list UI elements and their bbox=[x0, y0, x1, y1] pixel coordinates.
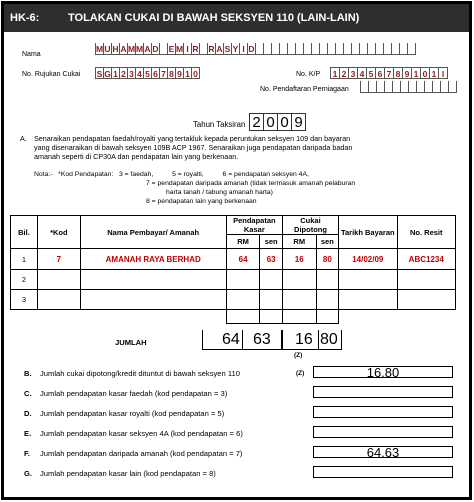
summary-row bbox=[24, 409, 224, 418]
summary-row bbox=[24, 469, 216, 478]
row-nama[interactable] bbox=[80, 290, 226, 310]
char-box: G bbox=[104, 69, 111, 79]
row-cukai-sen[interactable] bbox=[316, 290, 338, 310]
char-box: R bbox=[208, 44, 215, 54]
char-box: Y bbox=[232, 44, 239, 54]
header-cukai-sen: sen bbox=[316, 235, 338, 249]
header-kasar-rm: RM bbox=[226, 235, 260, 249]
char-box: 2 bbox=[340, 67, 349, 79]
summary-text: Jumlah pendapatan daripada amanah (kod pendapatan = 7) bbox=[40, 449, 243, 458]
summary-letter: D. bbox=[24, 409, 32, 418]
row-bil: 1 bbox=[11, 249, 38, 270]
char-box bbox=[320, 43, 328, 55]
char-box bbox=[408, 43, 416, 55]
char-box: 4 bbox=[358, 67, 367, 79]
char-box: 4 bbox=[136, 67, 144, 79]
row-cukai-sen[interactable]: 80 bbox=[316, 249, 338, 270]
char-box bbox=[352, 43, 360, 55]
section-a-text-2: yang disenaraikan di bawah seksyen 109B ACP 1967. Senaraikan juga pendapatan daripada badan bbox=[34, 143, 353, 152]
summary-letter: C. bbox=[24, 389, 32, 398]
row-cukai-rm[interactable]: 16 bbox=[282, 249, 316, 270]
char-box bbox=[376, 43, 384, 55]
summary-letter: E. bbox=[24, 429, 32, 438]
char-box bbox=[433, 81, 441, 93]
char-box: 1 bbox=[112, 67, 120, 79]
nama-field[interactable] bbox=[95, 43, 416, 55]
char-box bbox=[368, 43, 376, 55]
kp-field[interactable] bbox=[330, 67, 448, 79]
jumlah-kasar-rm: 64 bbox=[222, 331, 240, 348]
char-box bbox=[400, 43, 408, 55]
char-box: D bbox=[152, 44, 159, 54]
row-cukai-sen[interactable] bbox=[316, 270, 338, 290]
form-code: HK-6: bbox=[10, 12, 40, 24]
row-kasar-rm[interactable] bbox=[226, 270, 260, 290]
summary-row bbox=[24, 449, 242, 458]
row-kod[interactable] bbox=[37, 290, 80, 310]
jumlah-cukai-rm: 16 bbox=[295, 331, 313, 348]
header-cukai-rm: RM bbox=[282, 235, 316, 249]
rujukan-field[interactable] bbox=[95, 67, 200, 79]
section-a-text-3: amanah seperti di CP30A dan pendapatan lain yang berkenaan. bbox=[34, 152, 239, 161]
summary-z-marker: (Z) bbox=[296, 370, 305, 377]
char-box: l bbox=[439, 67, 448, 79]
char-box bbox=[449, 81, 457, 93]
char-box bbox=[417, 81, 425, 93]
char-box bbox=[425, 81, 433, 93]
row-resit[interactable] bbox=[397, 290, 456, 310]
summary-letter: F. bbox=[24, 449, 30, 458]
char-box: 3 bbox=[349, 67, 358, 79]
char-box: M bbox=[176, 44, 184, 54]
row-cukai-rm[interactable] bbox=[282, 290, 316, 310]
char-box: 5 bbox=[144, 67, 152, 79]
char-box bbox=[393, 81, 401, 93]
char-box bbox=[336, 43, 344, 55]
income-table bbox=[10, 215, 456, 324]
char-box: 5 bbox=[367, 67, 376, 79]
char-box: M bbox=[96, 44, 104, 54]
row-tarikh[interactable] bbox=[339, 270, 397, 290]
char-box: H bbox=[112, 44, 119, 54]
summary-value-field[interactable] bbox=[313, 426, 453, 438]
summary-row bbox=[24, 369, 240, 378]
row-kasar-sen[interactable] bbox=[260, 290, 282, 310]
section-a-letter: A. bbox=[20, 134, 27, 143]
jumlah-label: JUMLAH bbox=[115, 338, 147, 347]
char-box: 0 bbox=[192, 67, 200, 79]
summary-letter: G. bbox=[24, 469, 33, 478]
char-box bbox=[304, 43, 312, 55]
char-box: 2 bbox=[120, 67, 128, 79]
summary-text: Jumlah pendapatan kasar royalti (kod pendapatan = 5) bbox=[40, 409, 225, 418]
char-box: 8 bbox=[168, 67, 176, 79]
z-marker: (Z) bbox=[294, 352, 303, 359]
char-box bbox=[264, 43, 272, 55]
char-box bbox=[200, 43, 208, 55]
summary-row bbox=[24, 389, 227, 398]
char-box: S bbox=[224, 44, 231, 54]
nama-label: Nama bbox=[22, 51, 41, 58]
char-box bbox=[344, 43, 352, 55]
row-kod[interactable]: 7 bbox=[37, 249, 80, 270]
row-nama[interactable] bbox=[80, 270, 226, 290]
char-box: M bbox=[136, 44, 144, 54]
nota-line-4: 8 = pendapatan lain yang berkenaan bbox=[146, 198, 257, 205]
char-box: A bbox=[216, 44, 223, 54]
summary-value-field[interactable]: 16.80 bbox=[313, 366, 453, 378]
summary-row bbox=[24, 429, 243, 438]
char-box bbox=[377, 81, 385, 93]
char-box: 6 bbox=[376, 67, 385, 79]
perniagaan-label: No. Pendaftaran Perniagaan bbox=[260, 86, 349, 93]
row-tarikh[interactable]: 14/02/09 bbox=[339, 249, 397, 270]
row-cukai-rm[interactable] bbox=[282, 270, 316, 290]
nota-line-1: Nota:- *Kod Pendapatan: 3 = faedah, 5 = royalti, 6 = pendapatan seksyen 4A, bbox=[34, 171, 309, 178]
nota-line-2: 7 = pendapatan daripada amanah (tidak termasuk amanah pelaburan bbox=[146, 180, 356, 187]
char-box bbox=[384, 43, 392, 55]
char-box: 2 bbox=[250, 113, 264, 131]
row-tarikh[interactable] bbox=[339, 290, 397, 310]
char-box: 8 bbox=[394, 67, 403, 79]
char-box: 9 bbox=[403, 67, 412, 79]
row-nama[interactable]: AMANAH RAYA BERHAD bbox=[80, 249, 226, 270]
table-row bbox=[11, 290, 456, 310]
row-resit[interactable]: ABC1234 bbox=[397, 249, 456, 270]
char-box bbox=[256, 43, 264, 55]
char-box: M bbox=[128, 44, 136, 54]
header-bil: Bil. bbox=[11, 216, 38, 249]
char-box: 6 bbox=[152, 67, 160, 79]
char-box: 0 bbox=[278, 113, 292, 131]
tahun-field[interactable] bbox=[249, 113, 306, 131]
char-box: U bbox=[104, 44, 111, 54]
char-box: R bbox=[192, 44, 199, 54]
char-box bbox=[392, 43, 400, 55]
perniagaan-field[interactable] bbox=[360, 81, 457, 93]
summary-value-field[interactable]: 64.63 bbox=[313, 446, 453, 458]
summary-letter: B. bbox=[24, 369, 32, 378]
row-kasar-rm[interactable]: 64 bbox=[226, 249, 260, 270]
char-box bbox=[160, 43, 168, 55]
form-header bbox=[4, 4, 469, 32]
char-box: I bbox=[240, 43, 248, 55]
summary-value-field[interactable] bbox=[313, 386, 453, 398]
row-kasar-sen[interactable]: 63 bbox=[260, 249, 282, 270]
header-nama: Nama Pembayar/ Amanah bbox=[80, 216, 226, 249]
header-resit: No. Resit bbox=[397, 216, 456, 249]
header-pendapatan-kasar: Pendapatan Kasar bbox=[226, 216, 282, 235]
char-box: 9 bbox=[176, 67, 184, 79]
char-box bbox=[385, 81, 393, 93]
char-box: 9 bbox=[292, 113, 306, 131]
header-kod: *Kod bbox=[37, 216, 80, 249]
tahun-label: Tahun Taksiran bbox=[193, 120, 246, 129]
row-kod[interactable] bbox=[37, 270, 80, 290]
char-box: 7 bbox=[385, 67, 394, 79]
summary-value-field[interactable] bbox=[313, 466, 453, 478]
header-kasar-sen: sen bbox=[260, 235, 282, 249]
char-box bbox=[369, 81, 377, 93]
row-kasar-sen[interactable] bbox=[260, 270, 282, 290]
table-row bbox=[11, 249, 456, 270]
char-box: A bbox=[120, 44, 127, 54]
char-box: 1 bbox=[412, 67, 421, 79]
char-box bbox=[272, 43, 280, 55]
char-box: S bbox=[96, 69, 103, 79]
char-box: D bbox=[248, 44, 255, 54]
section-a-text-1: Senaraikan pendapatan faedah/royalti yang tertakluk kepada peruntukan seksyen 109 dan bayaran bbox=[34, 134, 351, 143]
char-box: A bbox=[144, 44, 151, 54]
char-box: 1 bbox=[184, 67, 192, 79]
row-resit[interactable] bbox=[397, 270, 456, 290]
jumlah-cukai-sen: 80 bbox=[320, 331, 338, 348]
table-row bbox=[11, 270, 456, 290]
char-box bbox=[441, 81, 449, 93]
char-box: 1 bbox=[430, 67, 439, 79]
char-box: 1 bbox=[331, 67, 340, 79]
row-bil: 2 bbox=[11, 270, 38, 290]
char-box bbox=[296, 43, 304, 55]
row-bil: 3 bbox=[11, 290, 38, 310]
header-tarikh: Tarikh Bayaran bbox=[339, 216, 397, 249]
char-box: 3 bbox=[128, 67, 136, 79]
char-box bbox=[280, 43, 288, 55]
char-box: I bbox=[184, 43, 192, 55]
rujukan-label: No. Rujukan Cukai bbox=[22, 71, 81, 78]
char-box bbox=[361, 81, 369, 93]
summary-text: Jumlah cukai dipotong/kredit dituntut di bawah seksyen 110 bbox=[40, 369, 240, 378]
char-box: 0 bbox=[421, 67, 430, 79]
char-box bbox=[360, 43, 368, 55]
char-box bbox=[312, 43, 320, 55]
nota-line-3: harta tanah / tabung amanah harta) bbox=[166, 189, 273, 196]
jumlah-kasar-sen: 63 bbox=[253, 331, 271, 348]
char-box bbox=[401, 81, 409, 93]
summary-text: Jumlah pendapatan kasar faedah (kod pendapatan = 3) bbox=[40, 389, 228, 398]
header-cukai-dipotong: Cukai Dipotong bbox=[282, 216, 338, 235]
char-box: E bbox=[168, 44, 175, 54]
summary-text: Jumlah pendapatan kasar lain (kod pendapatan = 8) bbox=[40, 469, 216, 478]
char-box bbox=[409, 81, 417, 93]
char-box: 7 bbox=[160, 67, 168, 79]
summary-text: Jumlah pendapatan kasar seksyen 4A (kod pendapatan = 6) bbox=[40, 429, 243, 438]
char-box bbox=[288, 43, 296, 55]
char-box: 0 bbox=[264, 113, 278, 131]
row-kasar-rm[interactable] bbox=[226, 290, 260, 310]
summary-value-field[interactable] bbox=[313, 406, 453, 418]
form-title: TOLAKAN CUKAI DI BAWAH SEKSYEN 110 (LAIN-LAIN) bbox=[68, 12, 360, 24]
kp-label: No. K/P bbox=[296, 71, 321, 78]
char-box bbox=[328, 43, 336, 55]
